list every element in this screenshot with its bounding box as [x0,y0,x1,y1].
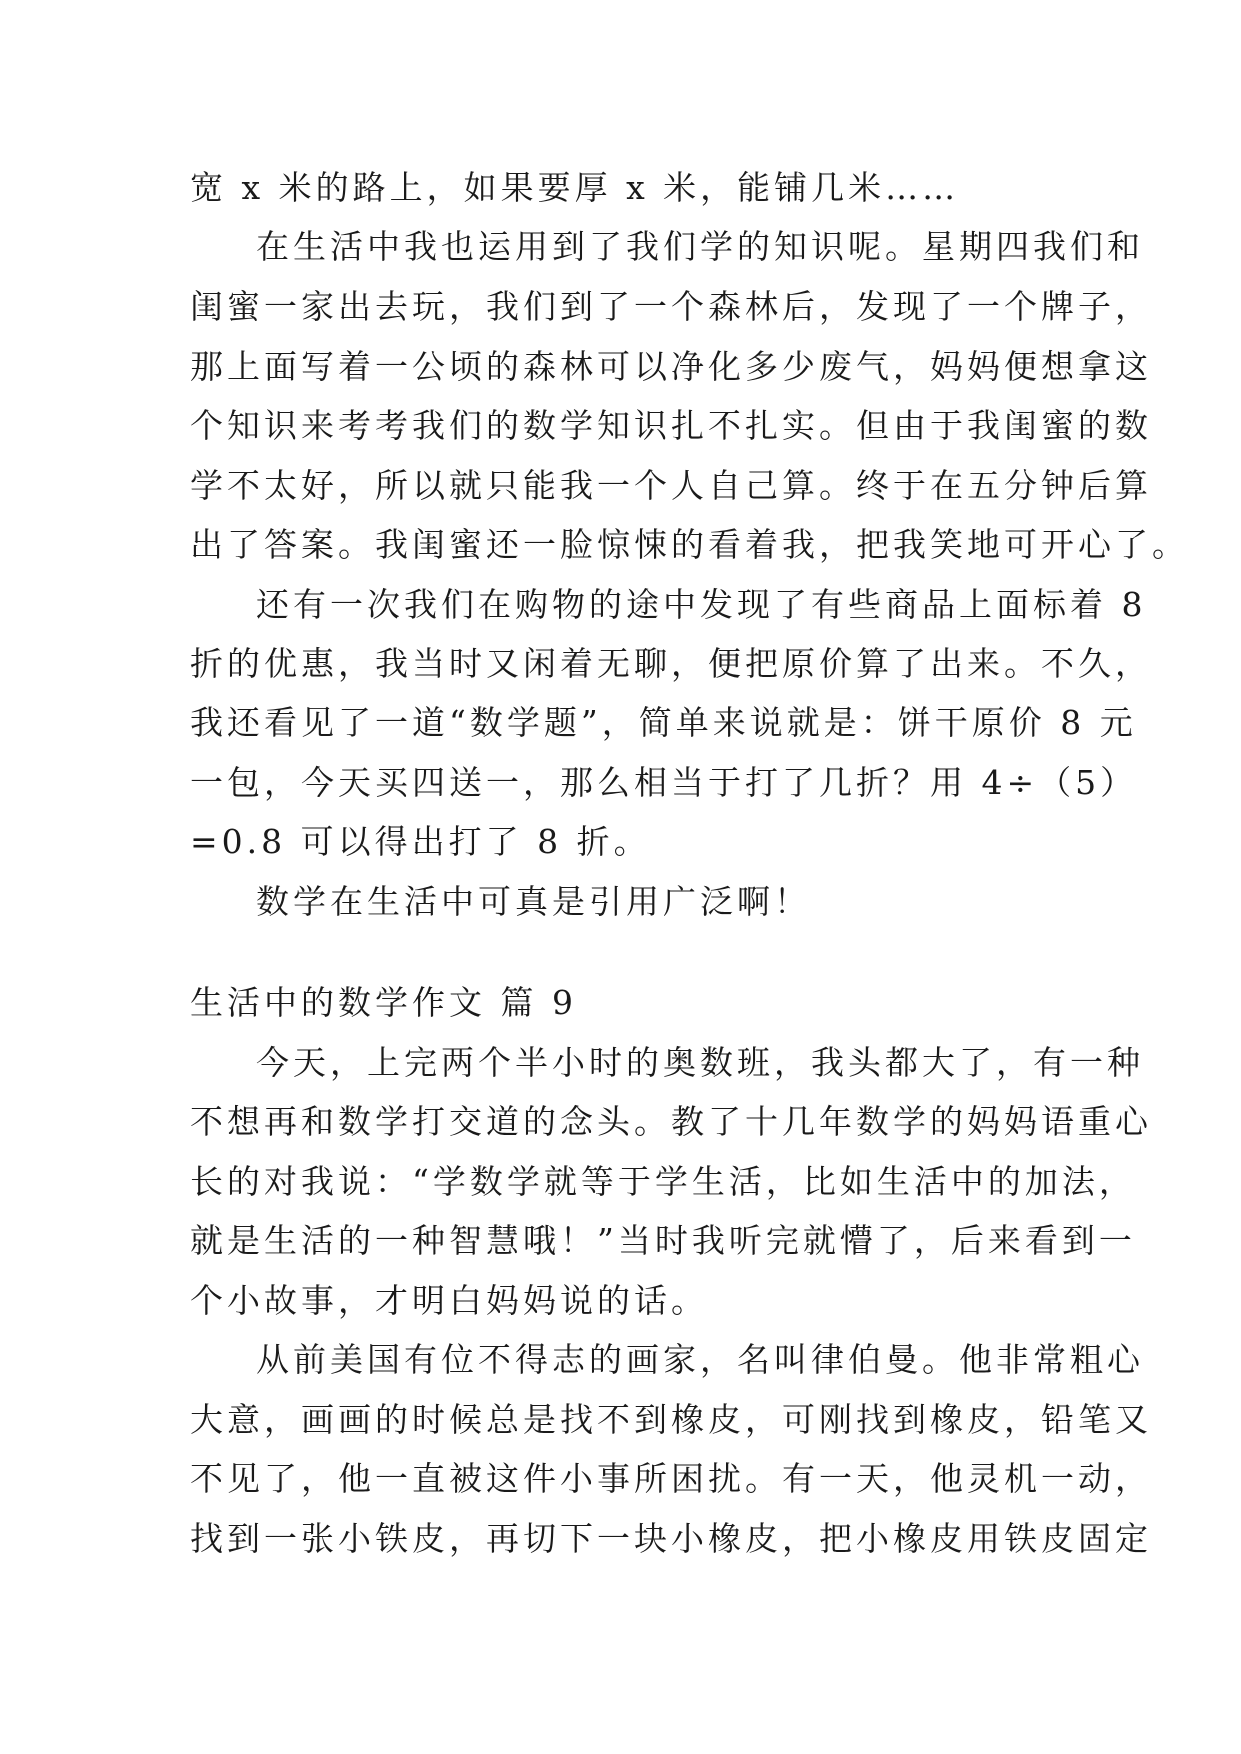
paragraph-first-line: 还有一次我们在购物的途中发现了有些商品上面标着 8 [256,585,1147,624]
text-line: 闺蜜一家出去玩，我们到了一个森林后，发现了一个牌子， [190,287,1152,326]
text-line: 找到一张小铁皮，再切下一块小橡皮，把小橡皮用铁皮固定 [190,1519,1152,1558]
text-line: =0.8 可以得出打了 8 折。 [190,822,651,861]
text-line: 我还看见了一道“数学题”，简单来说就是：饼干原价 8 元 [190,703,1137,742]
text-line: 宽 x 米的路上，如果要厚 x 米，能铺几米…… [190,168,960,207]
text-line: 不想再和数学打交道的念头。教了十几年数学的妈妈语重心 [190,1102,1152,1141]
section-heading: 生活中的数学作文 篇 9 [190,983,577,1022]
text-line: 出了答案。我闺蜜还一脸惊悚的看着我，把我笑地可开心了。 [190,525,1189,564]
text-line: 一包，今天买四送一，那么相当于打了几折？用 4÷（5） [190,763,1138,802]
paragraph-first-line: 在生活中我也运用到了我们学的知识呢。星期四我们和 [256,227,1144,266]
text-line: 不见了，他一直被这件小事所困扰。有一天，他灵机一动， [190,1459,1152,1498]
text-line: 个小故事，才明白妈妈说的话。 [190,1281,708,1320]
text-line: 那上面写着一公顷的森林可以净化多少废气，妈妈便想拿这 [190,347,1152,386]
text-line: 个知识来考考我们的数学知识扎不扎实。但由于我闺蜜的数 [190,406,1152,445]
text-line: 长的对我说：“学数学就等于学生活，比如生活中的加法， [190,1162,1136,1201]
text-line: 折的优惠，我当时又闲着无聊，便把原价算了出来。不久， [190,644,1152,683]
text-line: 学不太好，所以就只能我一个人自己算。终于在五分钟后算 [190,466,1152,505]
text-line: 大意，画画的时候总是找不到橡皮，可刚找到橡皮，铅笔又 [190,1400,1152,1439]
paragraph-first-line: 从前美国有位不得志的画家，名叫律伯曼。他非常粗心 [256,1340,1144,1379]
paragraph-first-line: 今天，上完两个半小时的奥数班，我头都大了，有一种 [256,1043,1144,1082]
text-line: 就是生活的一种智慧哦！”当时我听完就懵了，后来看到一 [190,1221,1136,1260]
paragraph-first-line: 数学在生活中可真是引用广泛啊！ [256,882,811,921]
